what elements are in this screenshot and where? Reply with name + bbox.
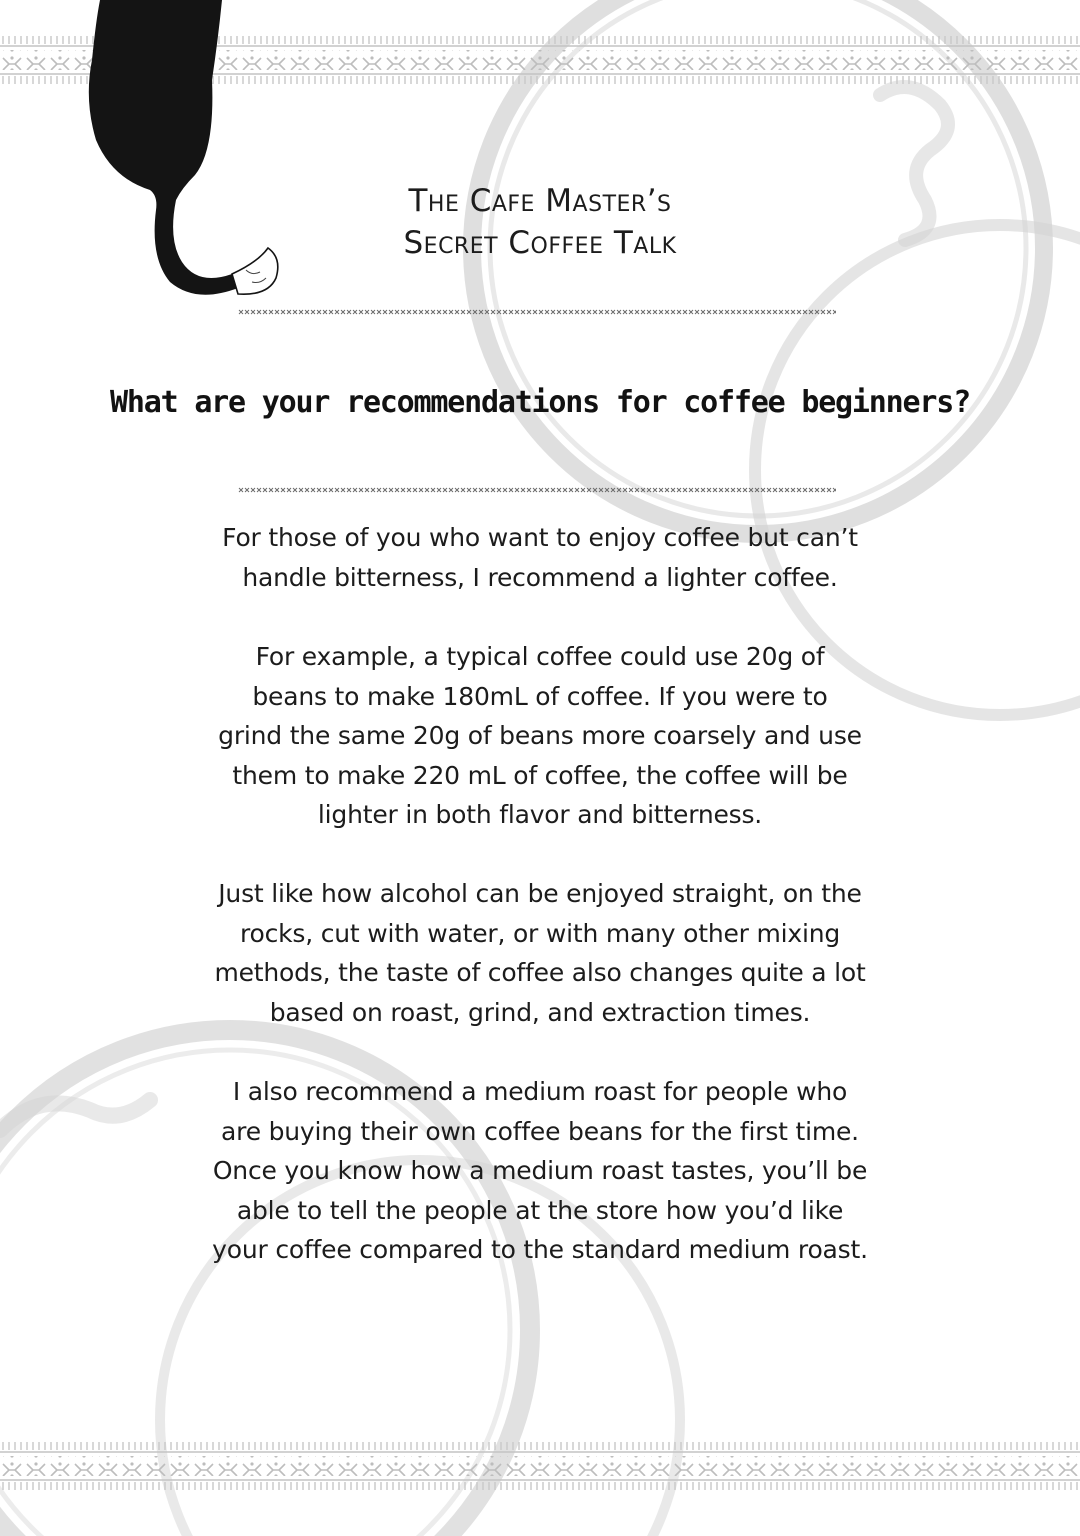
paragraph-2 <box>180 637 900 835</box>
paragraph-line: based on roast, grind, and extraction times. <box>269 997 811 1027</box>
page-heading <box>0 180 1080 264</box>
paragraph-line: Once you know how a medium roast tastes, you’ll be <box>212 1156 868 1185</box>
cross-stitch-divider-bottom <box>238 486 836 494</box>
paragraph-line: For example, a typical coffee could use 20g of <box>255 642 825 671</box>
paragraph-line: them to make 220 mL of coffee, the coffee will be <box>232 760 848 790</box>
paragraph-line: methods, the taste of coffee also changes quite a lot <box>214 958 866 987</box>
question-title: What are your recommendations for coffee beginners? <box>110 385 970 420</box>
paragraph-line: rocks, cut with water, or with many other mixing <box>239 918 841 948</box>
paragraph-line: lighter in both flavor and bitterness. <box>317 800 763 829</box>
paragraph-line: Just like how alcohol can be enjoyed straight, on the <box>218 879 862 908</box>
paragraph-line: grind the same 20g of beans more coarsely and use <box>218 721 862 750</box>
paragraph-line: beans to make 180mL of coffee. If you were to <box>252 681 828 711</box>
paragraph-1 <box>180 518 900 597</box>
paragraph-line: For those of you who want to enjoy coffee but can’t <box>222 523 858 552</box>
paragraph-line: able to tell the people at the store how you’d like <box>236 1195 844 1225</box>
paragraph-line: are buying their own coffee beans for the first time. <box>221 1116 859 1146</box>
paragraph-line: I also recommend a medium roast for people who <box>232 1077 848 1106</box>
paragraph-4 <box>180 1072 900 1270</box>
heading-line-2: Secret Coffee Talk <box>403 225 677 261</box>
bottom-ornamental-border <box>0 1440 1080 1492</box>
heading-line-1: The Cafe Master’s <box>408 183 672 219</box>
paragraph-3 <box>180 874 900 1032</box>
cross-stitch-divider-top <box>238 308 836 316</box>
paragraph-line: handle bitterness, I recommend a lighter coffee. <box>242 562 838 592</box>
paragraph-line: your coffee compared to the standard medium roast. <box>212 1235 868 1264</box>
